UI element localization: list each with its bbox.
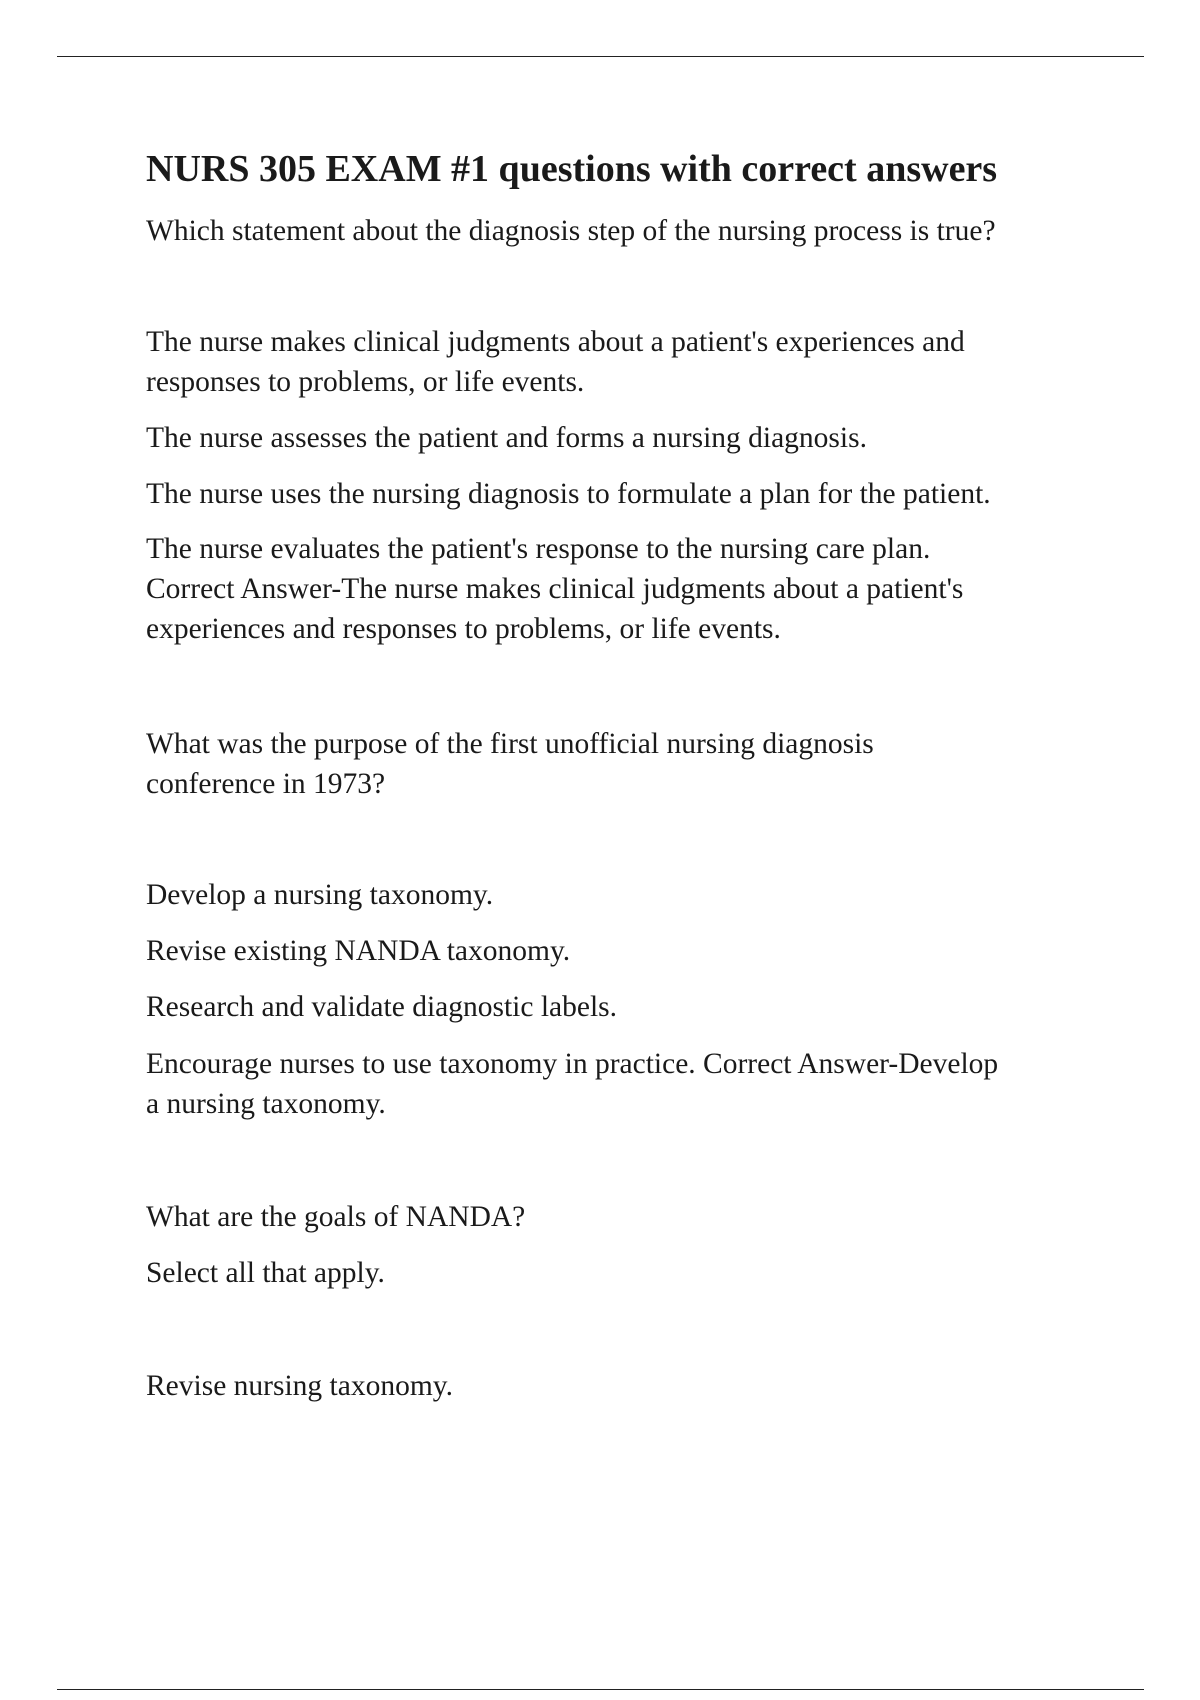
question-2-text-line-1: What was the purpose of the first unofficial nursing diagnosis [146, 728, 874, 760]
question-2-option-b: Revise existing NANDA taxonomy. [146, 935, 571, 967]
question-1-answer-line-1: Correct Answer-The nurse makes clinical judgments about a patient's [146, 573, 964, 605]
question-1-option-c: The nurse uses the nursing diagnosis to formulate a plan for the patient. [146, 478, 991, 510]
question-2-option-d-line-1: Encourage nurses to use taxonomy in practice. Correct Answer-Develop [146, 1048, 999, 1080]
question-1-answer-line-2: experiences and responses to problems, or life events. [146, 613, 781, 645]
bottom-rule [57, 1689, 1144, 1690]
top-rule [57, 56, 1144, 57]
question-3-text: What are the goals of NANDA? [146, 1201, 526, 1233]
question-1-option-b: The nurse assesses the patient and forms a nursing diagnosis. [146, 422, 867, 454]
question-1-option-d: The nurse evaluates the patient's response to the nursing care plan. [146, 533, 931, 565]
question-3-option-a: Revise nursing taxonomy. [146, 1370, 453, 1402]
question-2-text-line-2: conference in 1973? [146, 768, 386, 800]
question-2-option-c: Research and validate diagnostic labels. [146, 991, 618, 1023]
question-3-instruction: Select all that apply. [146, 1257, 385, 1289]
question-1-option-a-line-1: The nurse makes clinical judgments about a patient's experiences and [146, 326, 965, 358]
question-1-option-a-line-2: responses to problems, or life events. [146, 366, 585, 398]
question-2-option-d-line-2: a nursing taxonomy. [146, 1088, 386, 1120]
question-1-text: Which statement about the diagnosis step of the nursing process is true? [146, 215, 996, 247]
question-2-option-a: Develop a nursing taxonomy. [146, 879, 494, 911]
document-title: NURS 305 EXAM #1 questions with correct answers [146, 148, 998, 190]
